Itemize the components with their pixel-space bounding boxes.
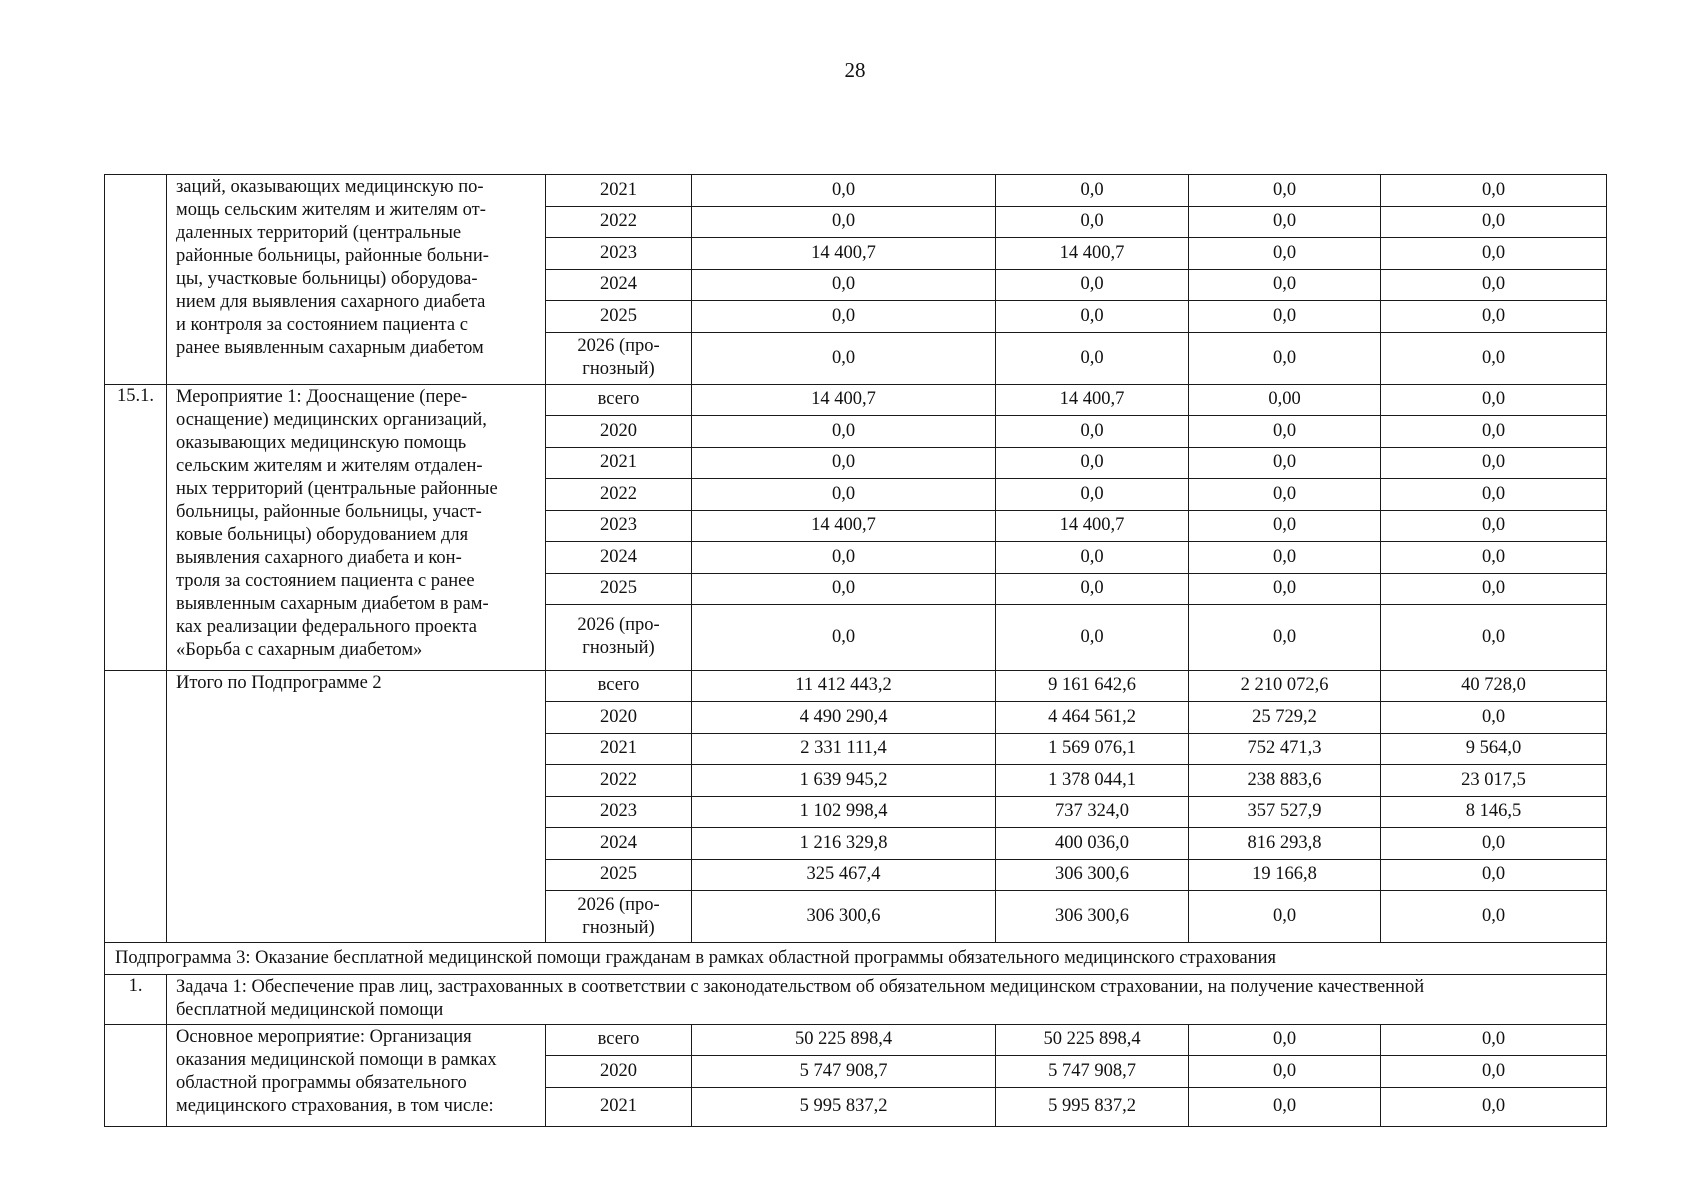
period-cell: 2023 [546,510,692,542]
period-cell: 2022 [546,765,692,797]
subprogram-heading: Подпрограмма 3: Оказание бесплатной медицинской помощи гражданам в рамках областной программы обязательного медицинского страхования [105,943,1607,975]
period-cell: 2024 [546,828,692,860]
amount-cell: 1 102 998,4 [692,796,996,828]
amount-cell: 1 216 329,8 [692,828,996,860]
period-cell: всего [546,384,692,416]
amount-cell: 1 639 945,2 [692,765,996,797]
item-description: Основное мероприятие: Организация оказания медицинской помощи в рамках областной программы обязательного медицинского страхования, в том числе: [167,1024,546,1126]
amount-cell: 0,0 [1189,238,1381,270]
period-cell: 2021 [546,175,692,207]
amount-cell: 306 300,6 [692,891,996,943]
amount-cell: 19 166,8 [1189,859,1381,891]
amount-cell: 0,0 [1189,1087,1381,1126]
amount-cell: 0,0 [1381,479,1607,511]
task-number: 1. [105,974,167,1024]
period-cell: всего [546,670,692,702]
amount-cell: 0,0 [692,175,996,207]
amount-cell: 0,0 [1381,573,1607,605]
amount-cell: 0,0 [1189,510,1381,542]
amount-cell: 0,0 [1381,1056,1607,1088]
amount-cell: 0,0 [996,301,1189,333]
table-row [105,175,1607,207]
item-number [105,670,167,943]
period-cell: 2020 [546,416,692,448]
amount-cell: 4 490 290,4 [692,702,996,734]
amount-cell: 0,0 [1381,891,1607,943]
table-row [105,1024,1607,1056]
period-cell: 2026 (про- гнозный) [546,891,692,943]
amount-cell: 11 412 443,2 [692,670,996,702]
amount-cell: 0,0 [1189,573,1381,605]
amount-cell: 0,0 [692,269,996,301]
amount-cell: 1 378 044,1 [996,765,1189,797]
item-number [105,1024,167,1126]
amount-cell: 0,0 [692,416,996,448]
amount-cell: 4 464 561,2 [996,702,1189,734]
amount-cell: 400 036,0 [996,828,1189,860]
period-cell: всего [546,1024,692,1056]
table-row [105,670,1607,702]
amount-cell: 306 300,6 [996,859,1189,891]
amount-cell: 0,0 [1381,206,1607,238]
page-number: 28 [844,58,866,82]
period-cell: 2020 [546,1056,692,1088]
amount-cell: 0,0 [1381,510,1607,542]
amount-cell: 5 747 908,7 [996,1056,1189,1088]
amount-cell: 0,0 [996,542,1189,574]
amount-cell: 8 146,5 [1381,796,1607,828]
period-cell: 2021 [546,733,692,765]
amount-cell: 0,0 [1381,1087,1607,1126]
amount-cell: 0,0 [692,332,996,384]
amount-cell: 0,0 [692,301,996,333]
amount-cell: 0,0 [996,605,1189,671]
amount-cell: 0,0 [1189,269,1381,301]
amount-cell: 0,0 [1381,269,1607,301]
period-cell: 2026 (про- гнозный) [546,332,692,384]
amount-cell: 0,0 [1381,447,1607,479]
period-cell: 2021 [546,1087,692,1126]
amount-cell: 50 225 898,4 [692,1024,996,1056]
budget-table-body [105,175,1607,1127]
amount-cell: 0,0 [996,206,1189,238]
period-cell: 2022 [546,479,692,511]
amount-cell: 0,0 [1381,828,1607,860]
amount-cell: 816 293,8 [1189,828,1381,860]
amount-cell: 1 569 076,1 [996,733,1189,765]
item-description: Мероприятие 1: Дооснащение (пере- оснащение) медицинских организаций, оказывающих медицинскую помощь сельским жителям и жителям отдален- ных территорий (центральные районные больницы, районные больницы, участ- ковые больницы) оборудованием для выявления сахарного диабета и кон- троля за состоянием пациента с ранее выявленным сахарным диабетом в рам- ках реализации федерального проекта «Борьба с сахарным диабетом» [167,384,546,670]
amount-cell: 14 400,7 [692,384,996,416]
amount-cell: 23 017,5 [1381,765,1607,797]
amount-cell: 0,0 [1189,479,1381,511]
amount-cell: 0,0 [1381,238,1607,270]
amount-cell: 0,0 [1189,1056,1381,1088]
amount-cell: 0,0 [1381,542,1607,574]
amount-cell: 0,0 [1381,416,1607,448]
amount-cell: 0,00 [1189,384,1381,416]
amount-cell: 0,0 [1189,175,1381,207]
amount-cell: 306 300,6 [996,891,1189,943]
item-description: Итого по Подпрограмме 2 [167,670,546,943]
amount-cell: 9 564,0 [1381,733,1607,765]
task-text: Задача 1: Обеспечение прав лиц, застрахованных в соответствии с законодательством об обязательном медицинском страховании, на получение качественной бесплатной медицинской помощи [167,974,1607,1024]
amount-cell: 0,0 [1189,447,1381,479]
amount-cell: 25 729,2 [1189,702,1381,734]
amount-cell: 737 324,0 [996,796,1189,828]
amount-cell: 0,0 [996,573,1189,605]
amount-cell: 0,0 [1381,1024,1607,1056]
period-cell: 2025 [546,859,692,891]
amount-cell: 5 995 837,2 [996,1087,1189,1126]
amount-cell: 357 527,9 [1189,796,1381,828]
task-row [105,974,1607,1024]
period-cell: 2024 [546,542,692,574]
budget-table [104,174,1607,1127]
period-cell: 2024 [546,269,692,301]
period-cell: 2026 (про- гнозный) [546,605,692,671]
period-cell: 2021 [546,447,692,479]
amount-cell: 14 400,7 [996,510,1189,542]
period-cell: 2023 [546,796,692,828]
amount-cell: 2 331 111,4 [692,733,996,765]
period-cell: 2020 [546,702,692,734]
amount-cell: 0,0 [692,605,996,671]
amount-cell: 5 747 908,7 [692,1056,996,1088]
amount-cell: 0,0 [1381,605,1607,671]
amount-cell: 40 728,0 [1381,670,1607,702]
amount-cell: 14 400,7 [692,238,996,270]
amount-cell: 0,0 [1381,702,1607,734]
amount-cell: 0,0 [1189,301,1381,333]
amount-cell: 0,0 [996,175,1189,207]
amount-cell: 0,0 [1381,301,1607,333]
amount-cell: 14 400,7 [692,510,996,542]
amount-cell: 0,0 [692,542,996,574]
amount-cell: 14 400,7 [996,238,1189,270]
subprogram-heading-row [105,943,1607,975]
amount-cell: 0,0 [1381,859,1607,891]
period-cell: 2022 [546,206,692,238]
amount-cell: 5 995 837,2 [692,1087,996,1126]
period-cell: 2023 [546,238,692,270]
amount-cell: 0,0 [692,206,996,238]
amount-cell: 0,0 [1189,542,1381,574]
table-row [105,384,1607,416]
amount-cell: 238 883,6 [1189,765,1381,797]
amount-cell: 325 467,4 [692,859,996,891]
amount-cell: 2 210 072,6 [1189,670,1381,702]
amount-cell: 0,0 [1189,206,1381,238]
amount-cell: 0,0 [1189,1024,1381,1056]
item-number [105,175,167,385]
amount-cell: 0,0 [1189,891,1381,943]
amount-cell: 14 400,7 [996,384,1189,416]
amount-cell: 0,0 [1381,332,1607,384]
item-description: заций, оказывающих медицинскую по- мощь сельским жителям и жителям от- даленных территорий (центральные районные больницы, районные больни- цы, участковые больницы) оборудова- нием для выявления сахарного диабета и контроля за состоянием пациента с ранее выявленным сахарным диабетом [167,175,546,385]
amount-cell: 0,0 [996,447,1189,479]
amount-cell: 0,0 [996,269,1189,301]
period-cell: 2025 [546,301,692,333]
amount-cell: 0,0 [1189,416,1381,448]
amount-cell: 0,0 [692,479,996,511]
amount-cell: 0,0 [692,447,996,479]
amount-cell: 0,0 [996,416,1189,448]
amount-cell: 0,0 [1381,175,1607,207]
amount-cell: 9 161 642,6 [996,670,1189,702]
period-cell: 2025 [546,573,692,605]
amount-cell: 0,0 [1189,332,1381,384]
amount-cell: 0,0 [996,332,1189,384]
amount-cell: 0,0 [1381,384,1607,416]
amount-cell: 0,0 [996,479,1189,511]
item-number: 15.1. [105,384,167,670]
amount-cell: 50 225 898,4 [996,1024,1189,1056]
amount-cell: 0,0 [1189,605,1381,671]
amount-cell: 0,0 [692,573,996,605]
amount-cell: 752 471,3 [1189,733,1381,765]
